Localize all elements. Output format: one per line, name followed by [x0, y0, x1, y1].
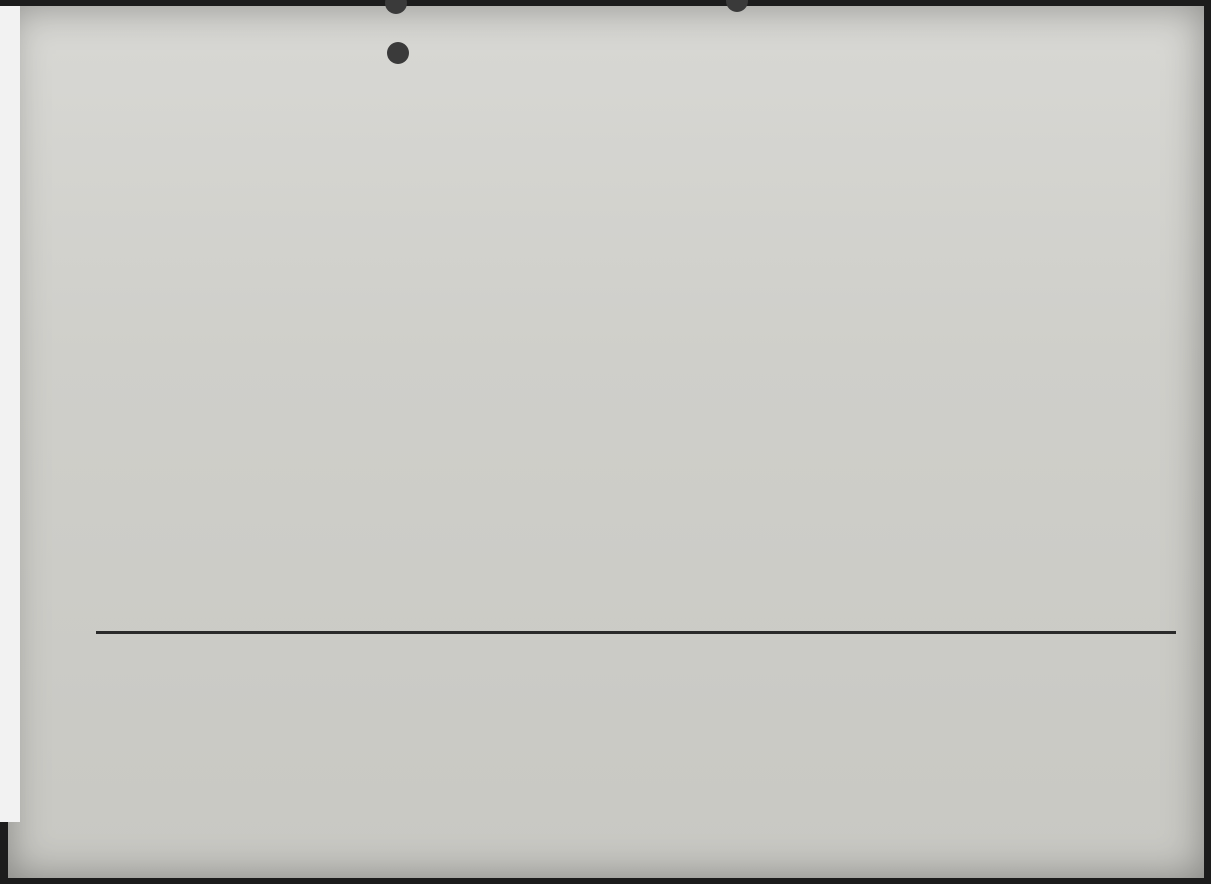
- paper-edge: [0, 6, 20, 822]
- strike-through-line: [96, 631, 1176, 634]
- punch-hole: [387, 42, 409, 64]
- document-sheet: [8, 6, 1204, 878]
